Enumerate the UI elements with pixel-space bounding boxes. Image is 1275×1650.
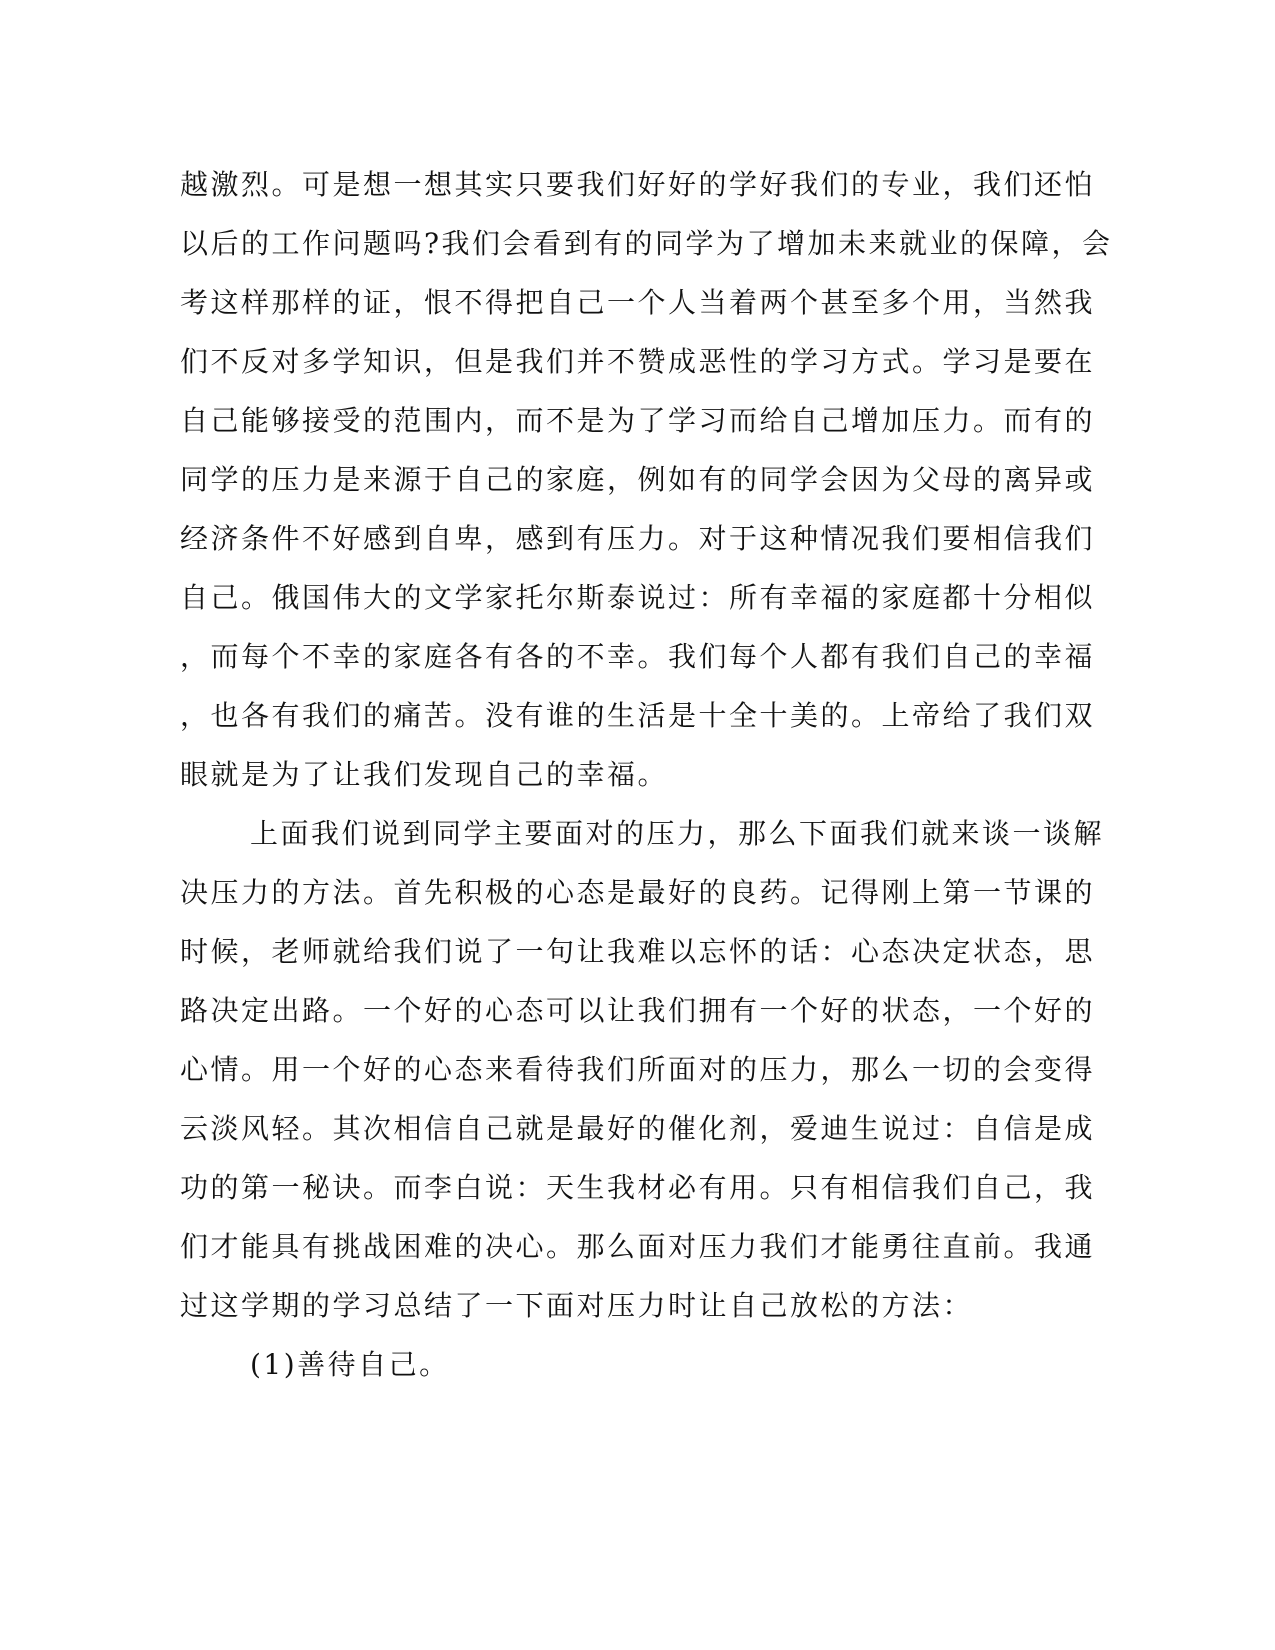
paragraph-1-line-6: 同学的压力是来源于自己的家庭，例如有的同学会因为父母的离异或 <box>180 463 1096 496</box>
paragraph-1-line-8: 自己。俄国伟大的文学家托尔斯泰说过：所有幸福的家庭都十分相似 <box>180 581 1096 614</box>
paragraph-1-line-1: 越激烈。可是想一想其实只要我们好好的学好我们的专业，我们还怕 <box>180 168 1096 201</box>
paragraph-2-line-6: 云淡风轻。其次相信自己就是最好的催化剂，爱迪生说过：自信是成 <box>180 1112 1096 1145</box>
paragraph-1-line-5: 自己能够接受的范围内，而不是为了学习而给自己增加压力。而有的 <box>180 404 1096 437</box>
paragraph-1-line-11: 眼就是为了让我们发现自己的幸福。 <box>180 758 669 791</box>
paragraph-2-line-9: 过这学期的学习总结了一下面对压力时让自己放松的方法： <box>180 1289 974 1322</box>
paragraph-2-line-4: 路决定出路。一个好的心态可以让我们拥有一个好的状态，一个好的 <box>180 994 1096 1027</box>
paragraph-2-line-2: 决压力的方法。首先积极的心态是最好的良药。记得刚上第一节课的 <box>180 876 1096 909</box>
paragraph-3-line-1: (1)善待自己。 <box>250 1348 450 1381</box>
paragraph-1-line-2: 以后的工作问题吗?我们会看到有的同学为了增加未来就业的保障，会 <box>180 227 1113 260</box>
paragraph-1-line-9: ，而每个不幸的家庭各有各的不幸。我们每个人都有我们自己的幸福 <box>180 640 1096 673</box>
paragraph-2-line-3: 时候，老师就给我们说了一句让我难以忘怀的话：心态决定状态，思 <box>180 935 1096 968</box>
paragraph-2-line-1: 上面我们说到同学主要面对的压力，那么下面我们就来谈一谈解 <box>250 817 1105 850</box>
document-body <box>180 165 1113 1404</box>
paragraph-1-line-7: 经济条件不好感到自卑，感到有压力。对于这种情况我们要相信我们 <box>180 522 1096 555</box>
paragraph-2-line-8: 们才能具有挑战困难的决心。那么面对压力我们才能勇往直前。我通 <box>180 1230 1096 1263</box>
paragraph-1-line-10: ，也各有我们的痛苦。没有谁的生活是十全十美的。上帝给了我们双 <box>180 699 1096 732</box>
paragraph-2-line-5: 心情。用一个好的心态来看待我们所面对的压力，那么一切的会变得 <box>180 1053 1096 1086</box>
paragraph-1-line-3: 考这样那样的证，恨不得把自己一个人当着两个甚至多个用，当然我 <box>180 286 1096 319</box>
paragraph-1-line-4: 们不反对多学知识，但是我们并不赞成恶性的学习方式。学习是要在 <box>180 345 1096 378</box>
paragraph-2-line-7: 功的第一秘诀。而李白说：天生我材必有用。只有相信我们自己，我 <box>180 1171 1096 1204</box>
